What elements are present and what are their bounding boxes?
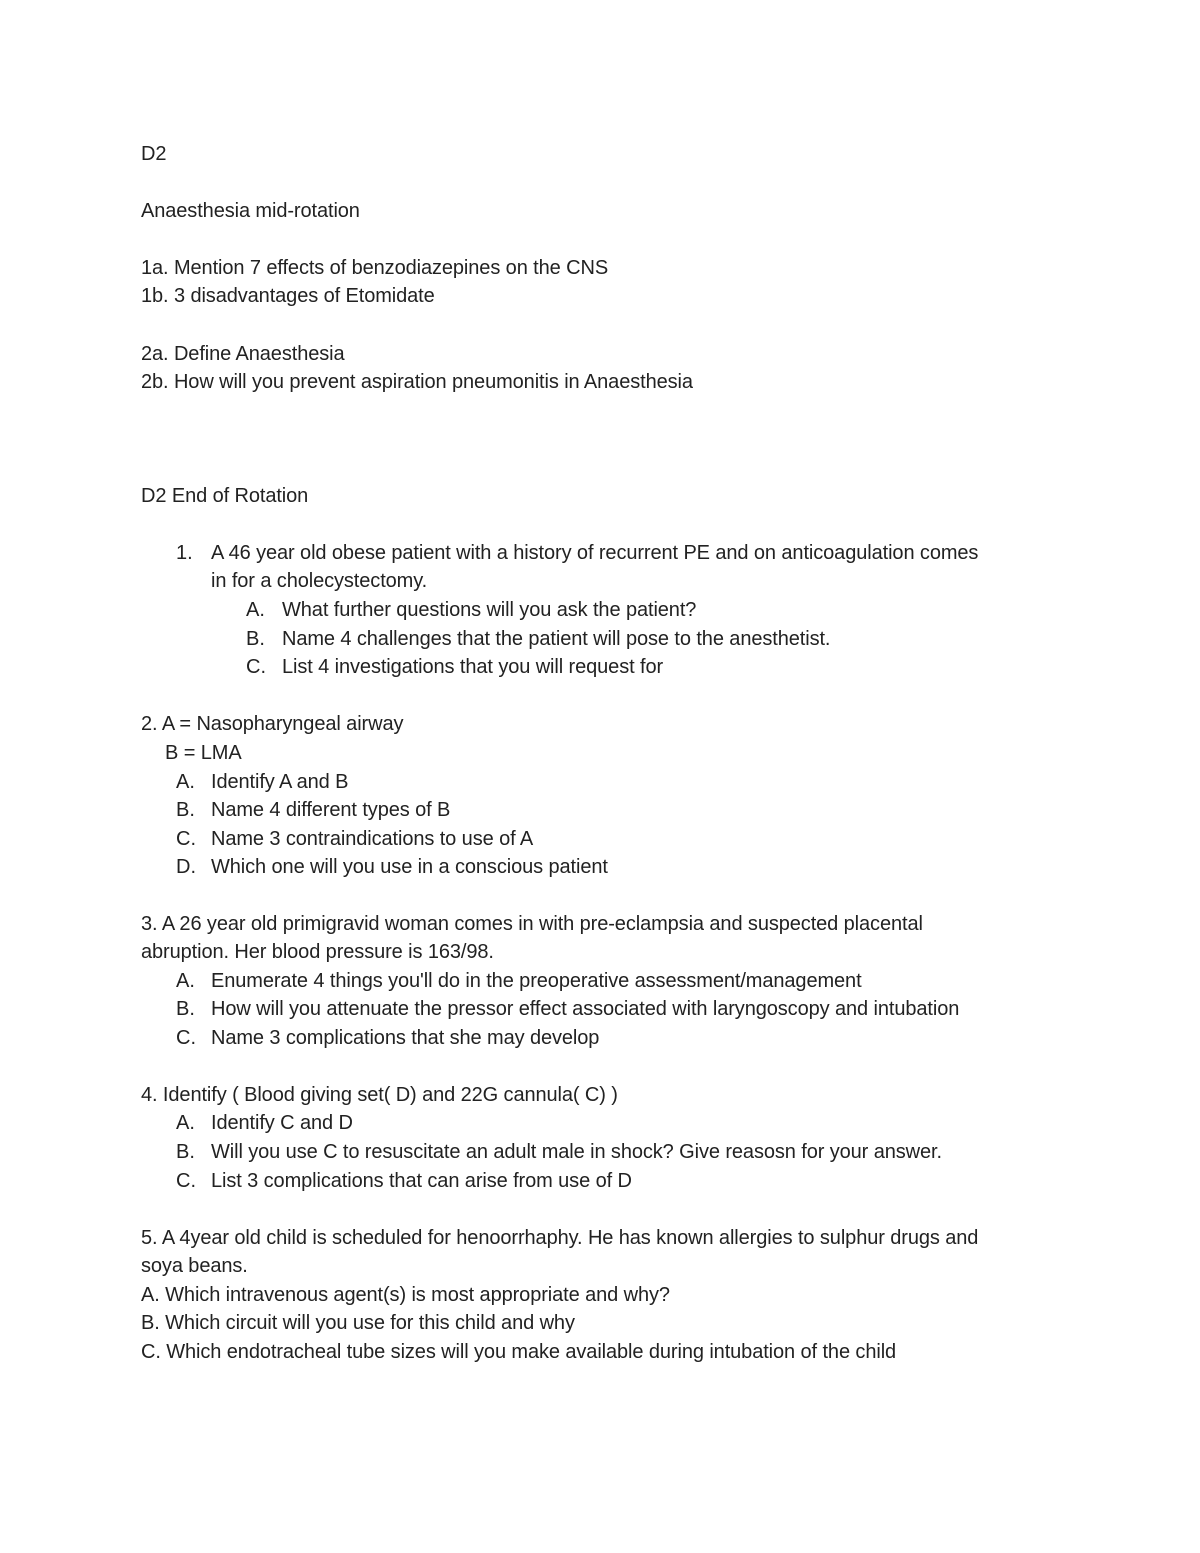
q4-text-line1: 4. Identify ( Blood giving set( D) and 22G cannula( C) ) <box>141 1084 618 1106</box>
q5-part-c: C. Which endotracheal tube sizes will you make available during intubation of the child <box>141 1341 897 1363</box>
question-1a: 1a. Mention 7 effects of benzodiazepines on the CNS <box>141 257 609 279</box>
mid-rotation-title: Anaesthesia mid-rotation <box>141 200 360 222</box>
doc-header: D2 <box>141 143 167 165</box>
end-rotation-title: D2 End of Rotation <box>141 485 309 507</box>
q2-sub-label: D. <box>176 856 196 878</box>
q2-text-line1: 2. A = Nasopharyngeal airway <box>141 713 404 735</box>
q4-sub-text: Will you use C to resuscitate an adult male in shock? Give reasosn for your answer. <box>211 1141 942 1163</box>
question-1b: 1b. 3 disadvantages of Etomidate <box>141 285 435 307</box>
q3-text-line1: 3. A 26 year old primigravid woman comes in with pre-eclampsia and suspected placental <box>141 913 923 935</box>
q5-part-b: B. Which circuit will you use for this child and why <box>141 1312 575 1334</box>
q2-sub-text: Identify A and B <box>211 771 349 793</box>
q1-sub-text: List 4 investigations that you will request for <box>282 656 664 678</box>
q1-sub-label: B. <box>246 628 265 650</box>
q1-sub-text: What further questions will you ask the patient? <box>282 599 697 621</box>
q3-sub-label: A. <box>176 970 195 992</box>
q2-sub-label: A. <box>176 771 195 793</box>
q3-sub-text: How will you attenuate the pressor effect associated with laryngoscopy and intubation <box>211 998 960 1020</box>
q5-part-a: A. Which intravenous agent(s) is most appropriate and why? <box>141 1284 670 1306</box>
q3-sub-text: Enumerate 4 things you'll do in the preoperative assessment/management <box>211 970 862 992</box>
q2-sub-text: Name 3 contraindications to use of A <box>211 828 534 850</box>
q2-sub-label: B. <box>176 799 195 821</box>
q2-text-line2: B = LMA <box>165 742 242 764</box>
q4-sub-text: List 3 complications that can arise from use of D <box>211 1170 632 1192</box>
q1-sub-label: C. <box>246 656 266 678</box>
q4-sub-label: A. <box>176 1112 195 1134</box>
q4-sub-label: B. <box>176 1141 195 1163</box>
q3-sub-label: B. <box>176 998 195 1020</box>
q1-text-line1: A 46 year old obese patient with a history of recurrent PE and on anticoagulation comes <box>211 542 979 564</box>
question-2a: 2a. Define Anaesthesia <box>141 343 345 365</box>
q5-text-line1: 5. A 4year old child is scheduled for henoorrhaphy. He has known allergies to sulphur drugs and <box>141 1227 979 1249</box>
q1-number: 1. <box>176 542 193 564</box>
q1-text-line2: in for a cholecystectomy. <box>211 570 428 592</box>
q1-sub-label: A. <box>246 599 265 621</box>
q2-sub-text: Name 4 different types of B <box>211 799 451 821</box>
q3-sub-text: Name 3 complications that she may develop <box>211 1027 600 1049</box>
q3-sub-label: C. <box>176 1027 196 1049</box>
q3-text-line2: abruption. Her blood pressure is 163/98. <box>141 941 494 963</box>
q1-sub-text: Name 4 challenges that the patient will pose to the anesthetist. <box>282 628 831 650</box>
q2-sub-label: C. <box>176 828 196 850</box>
question-2b: 2b. How will you prevent aspiration pneumonitis in Anaesthesia <box>141 371 693 393</box>
q2-sub-text: Which one will you use in a conscious patient <box>211 856 608 878</box>
q5-text-line2: soya beans. <box>141 1255 248 1277</box>
q4-sub-text: Identify C and D <box>211 1112 353 1134</box>
q4-sub-label: C. <box>176 1170 196 1192</box>
